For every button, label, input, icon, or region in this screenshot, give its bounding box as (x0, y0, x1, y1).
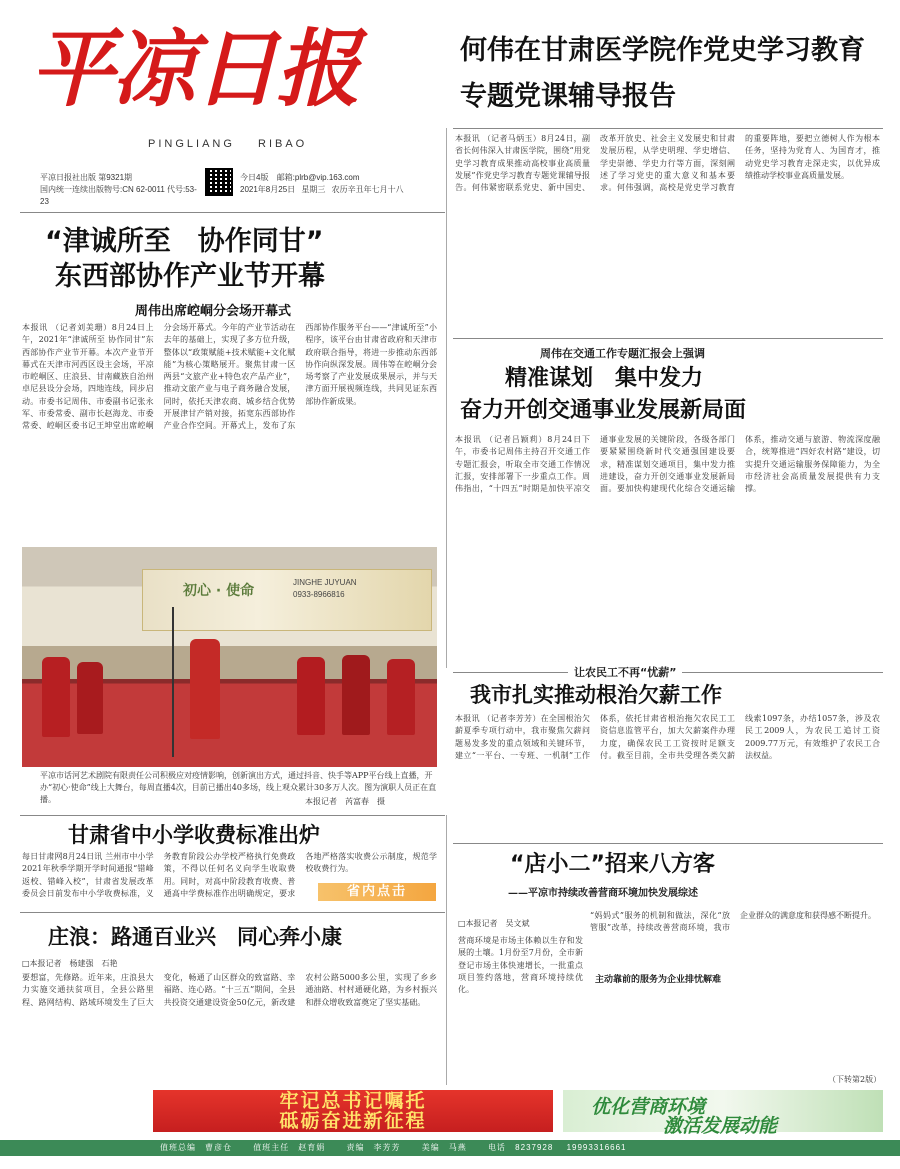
stage-banner (142, 569, 432, 631)
collab-headline-1: “津诚所至 协作同甘” (45, 226, 324, 257)
divider (446, 128, 447, 668)
party-slogan-banner (153, 1090, 553, 1132)
business-headline: “店小二”招来八方客 (510, 852, 715, 877)
wage-body: 本报讯 （记者李芳芳）在全国根治欠薪夏季专项行动中，我市聚焦欠薪问题易发多发的重点领域和关键环节，建立“一平台、一专班、一机制”工作体系，依托甘肃省根治拖欠农民工工资信息监管平台，加大欠薪案件办理力度，确保农民工工资按时足额支付。截至目前，全市共受理各类欠薪线索1097条，办结1057条，涉及农民工2009人，为农民工追讨工资2009.77万元，有效维护了农民工合法权益。 (455, 714, 880, 760)
tuition-body: 每日甘肃网8月24日讯 兰州市中小学2021年秋季学期开学时间通报“错峰返校、错峰入校”，甘肃省发展改革委员会日前发布中小学收费标准，义务教育阶段公办学校严格执行免费政策，不得以任何名义向学生收取费用。同时，对高中阶段教育收费、普通高中学费标准作出明确规定，要求各地严格落实收费公示制度，规范学校收费行为。 (22, 852, 437, 898)
performer-figure (387, 659, 415, 735)
footer-duty-editor: 值班主任 赵育娟 (253, 1143, 326, 1152)
collab-headline-2: 东西部协作产业节开幕 (55, 261, 325, 292)
masthead-pinyin-left: PINGLIANG (148, 138, 235, 150)
camera-stand (172, 607, 174, 757)
performer-figure (190, 639, 220, 739)
performer-figure (42, 657, 70, 737)
divider (453, 843, 883, 844)
green-banner-line1: 优化营商环境 (591, 1096, 706, 1118)
business-subhead: ——平凉市持续改善营商环境加快发展综述 (508, 888, 698, 899)
business-section-head: 主动靠前的服务为企业排忧解难 (595, 975, 722, 985)
stage-banner-pinyin: JINGHE JUYUAN (293, 578, 357, 587)
photo-caption: 平凉市话河艺术剧院有限责任公司积极应对疫情影响，创新演出方式，通过抖音、快手等APP平台线上直播，开办“初心·使命”线上大舞台，每周直播4次，目前已播出40多场，线上观众累计30多万人次。图为演职人员正在直播。 (40, 771, 437, 804)
weekday: 星期三 (301, 185, 326, 194)
publisher: 平凉日报社出版 (40, 173, 96, 182)
transport-body: 本报讯 （记者吕颖莉）8月24日下午，市委书记周伟主持召开交通工作专题汇报会，听取全市交通工作情况汇报，安排部署下一步重点工作。周伟指出，“十四五”时期是加快平凉交通事业发展的关键阶段，各级各部门要紧紧围绕新时代交通强国建设要求，精准谋划交通项目，集中发力推进建设，奋力开创交通事业发展新局面。要加快构建现代化综合交通运输体系，推动交通与旅游、物流深度融合，统筹推进“四好农村路”建设，切实提升交通运输服务保障能力，为全市经济社会高质量发展提供有力支撑。 (455, 435, 880, 494)
red-banner-line1: 牢记总书记嘱托 (279, 1090, 427, 1112)
collab-body: 本报讯 （记者刘美珊）8月24日上午，2021年“津诚所至 协作同甘”东西部协作产业节开幕。本次产业节开幕式在天津市河西区设主会场，平凉市崆峒区、庄浪县、甘南藏族自治州卓尼县设分会场，四地连线，同步启动。市委书记周伟、市委副书记张永军、市委常委、副市长赵海龙、市委常委、崆峒区委书记王坤堂出席崆峒分会场开幕式。今年的产业节活动在去年的基础上，实现了多方位升级，整体以“政策赋能+技术赋能+文化赋能”为核心策略展开。聚焦甘肃一区两县“文旅产业+特色农产品产业”，推动文旅产业与电子商务融合发展，同时，依托天津农商、城乡结合优势开展津甘产销对接，拓宽东西部协作产业合作空间。开幕式上，发布了东西部协作服务平台——“津诚所至”小程序，该平台由甘肃省政府和天津市政府联合指导，将进一步推动东西部协作向纵深发展。周伟等在崆峒分会场考察了产业发展成果展示，并与天津方面开展视频连线，共同见证东西部协作新成果。 (22, 323, 437, 431)
postal-code: 代号:53-23 (40, 185, 197, 206)
email: 邮箱:plrb@vip.163.com (276, 173, 360, 182)
transport-kicker: 周伟在交通工作专题汇报会上强调 (540, 347, 705, 360)
masthead-pinyin-right: RIBAO (258, 138, 308, 150)
divider (20, 912, 445, 913)
footer-bar (0, 1140, 900, 1156)
zhuanglang-body: 要想富，先修路。近年来，庄浪县大力实施交通扶贫项目，全县公路里程、路网结构、路域环境发生了巨大变化，畅通了山区群众的致富路、幸福路、连心路。“十三五”期间，全县共投资交通建设资金50亿元，新改建农村公路5000多公里，实现了乡乡通油路、村村通硬化路，为乡村振兴和群众增收致富奠定了坚实基础。 (22, 973, 437, 1007)
footer-editor: 责编 李芳芳 (346, 1143, 401, 1152)
divider (446, 815, 447, 1085)
business-byline: □本报记者 吴文斌 (458, 919, 530, 928)
performer-figure (342, 655, 370, 735)
date: 2021年8月25日 (240, 185, 296, 194)
issue-number: 第9321期 (98, 173, 133, 182)
collab-subhead: 周伟出席崆峒分会场开幕式 (135, 304, 292, 319)
top-story-body: 本报讯 （记者马炳玉）8月24日，副省长何伟深入甘肃医学院，围绕“用党史学习教育成果推动高校事业高质量发展”作党史学习教育专题党课辅导报告。何伟紧密联系党史、新中国史、改革开放史、社会主义发展史和甘肃发展历程，从学史明理、学史增信、学史崇德、学史力行等方面，深刻阐述了学习党史的重大意义和基本要求。何伟强调，高校是党史学习教育的重要阵地，要把立德树人作为根本任务，坚持为党育人、为国育才，推动党史学习教育走深走实，以优异成绩推动学校事业高质量发展。 (455, 134, 880, 193)
footer-phone-label: 电话 (487, 1143, 506, 1152)
transport-headline-2: 奋力开创交通事业发展新局面 (460, 398, 747, 423)
cn-code: 国内统一连续出版物号:CN 62-0011 (40, 185, 165, 194)
transport-headline-1: 精准谋划 集中发力 (505, 366, 704, 391)
page-count: 今日4版 (240, 173, 269, 182)
divider (20, 212, 445, 213)
masthead-date-block (240, 172, 450, 196)
footer-chief-editor: 值班总编 曹彦仓 (160, 1143, 232, 1152)
photo-credit: 本报记者 芮富春 摄 (305, 797, 385, 806)
tuition-headline: 甘肃省中小学收费标准出炉 (68, 823, 320, 847)
continued-note: （下转第2版） (828, 1075, 882, 1084)
divider (453, 338, 883, 339)
green-banner-line2: 激活发展动能 (663, 1115, 778, 1137)
top-story-headline: 何伟在甘肃医学院作党史学习教育专题党课辅导报告 (460, 35, 865, 112)
zhuanglang-byline: □本报记者 杨建强 石艳 (22, 959, 118, 968)
qr-code-icon (205, 168, 233, 196)
stage-banner-phone: 0933-8966816 (293, 590, 345, 599)
stage-banner-text: 初心 · 使命 (183, 583, 255, 599)
performer-figure (77, 662, 103, 734)
zhuanglang-headline: 庄浪：路通百业兴 同心奔小康 (48, 925, 342, 949)
footer-phone-2: 19993316661 (566, 1143, 627, 1152)
lunar-date: 农历辛丑年七月十八 (331, 185, 404, 194)
divider (20, 815, 445, 816)
business-environment-banner (563, 1090, 883, 1137)
stage-photo (22, 547, 437, 767)
business-body: 营商环境是市场主体赖以生存和发展的土壤。1月份至7月份，全市新登记市场主体快速增长，一批重点项目签约落地，营商环境持续优化。 (458, 936, 583, 995)
wage-headline: 我市扎实推动根治欠薪工作 (470, 683, 722, 707)
performer-figure (297, 657, 325, 735)
wage-kicker: 让农民工不再“忧薪” (568, 664, 682, 680)
red-banner-line2: 砥砺奋进新征程 (279, 1110, 427, 1132)
divider (453, 128, 883, 129)
footer-phone-1: 8237928 (515, 1143, 554, 1152)
section-tag: 省内点击 (318, 883, 436, 901)
masthead-logo: 平凉日报 (30, 20, 359, 118)
business-intro: “妈妈式”服务的机制和做法，深化“放管服”改革，持续改善营商环境，我市企业群众的满意度和获得感不断提升。 (590, 911, 876, 933)
footer-art: 美编 马燕 (421, 1143, 467, 1152)
masthead-publisher-block (40, 172, 200, 208)
